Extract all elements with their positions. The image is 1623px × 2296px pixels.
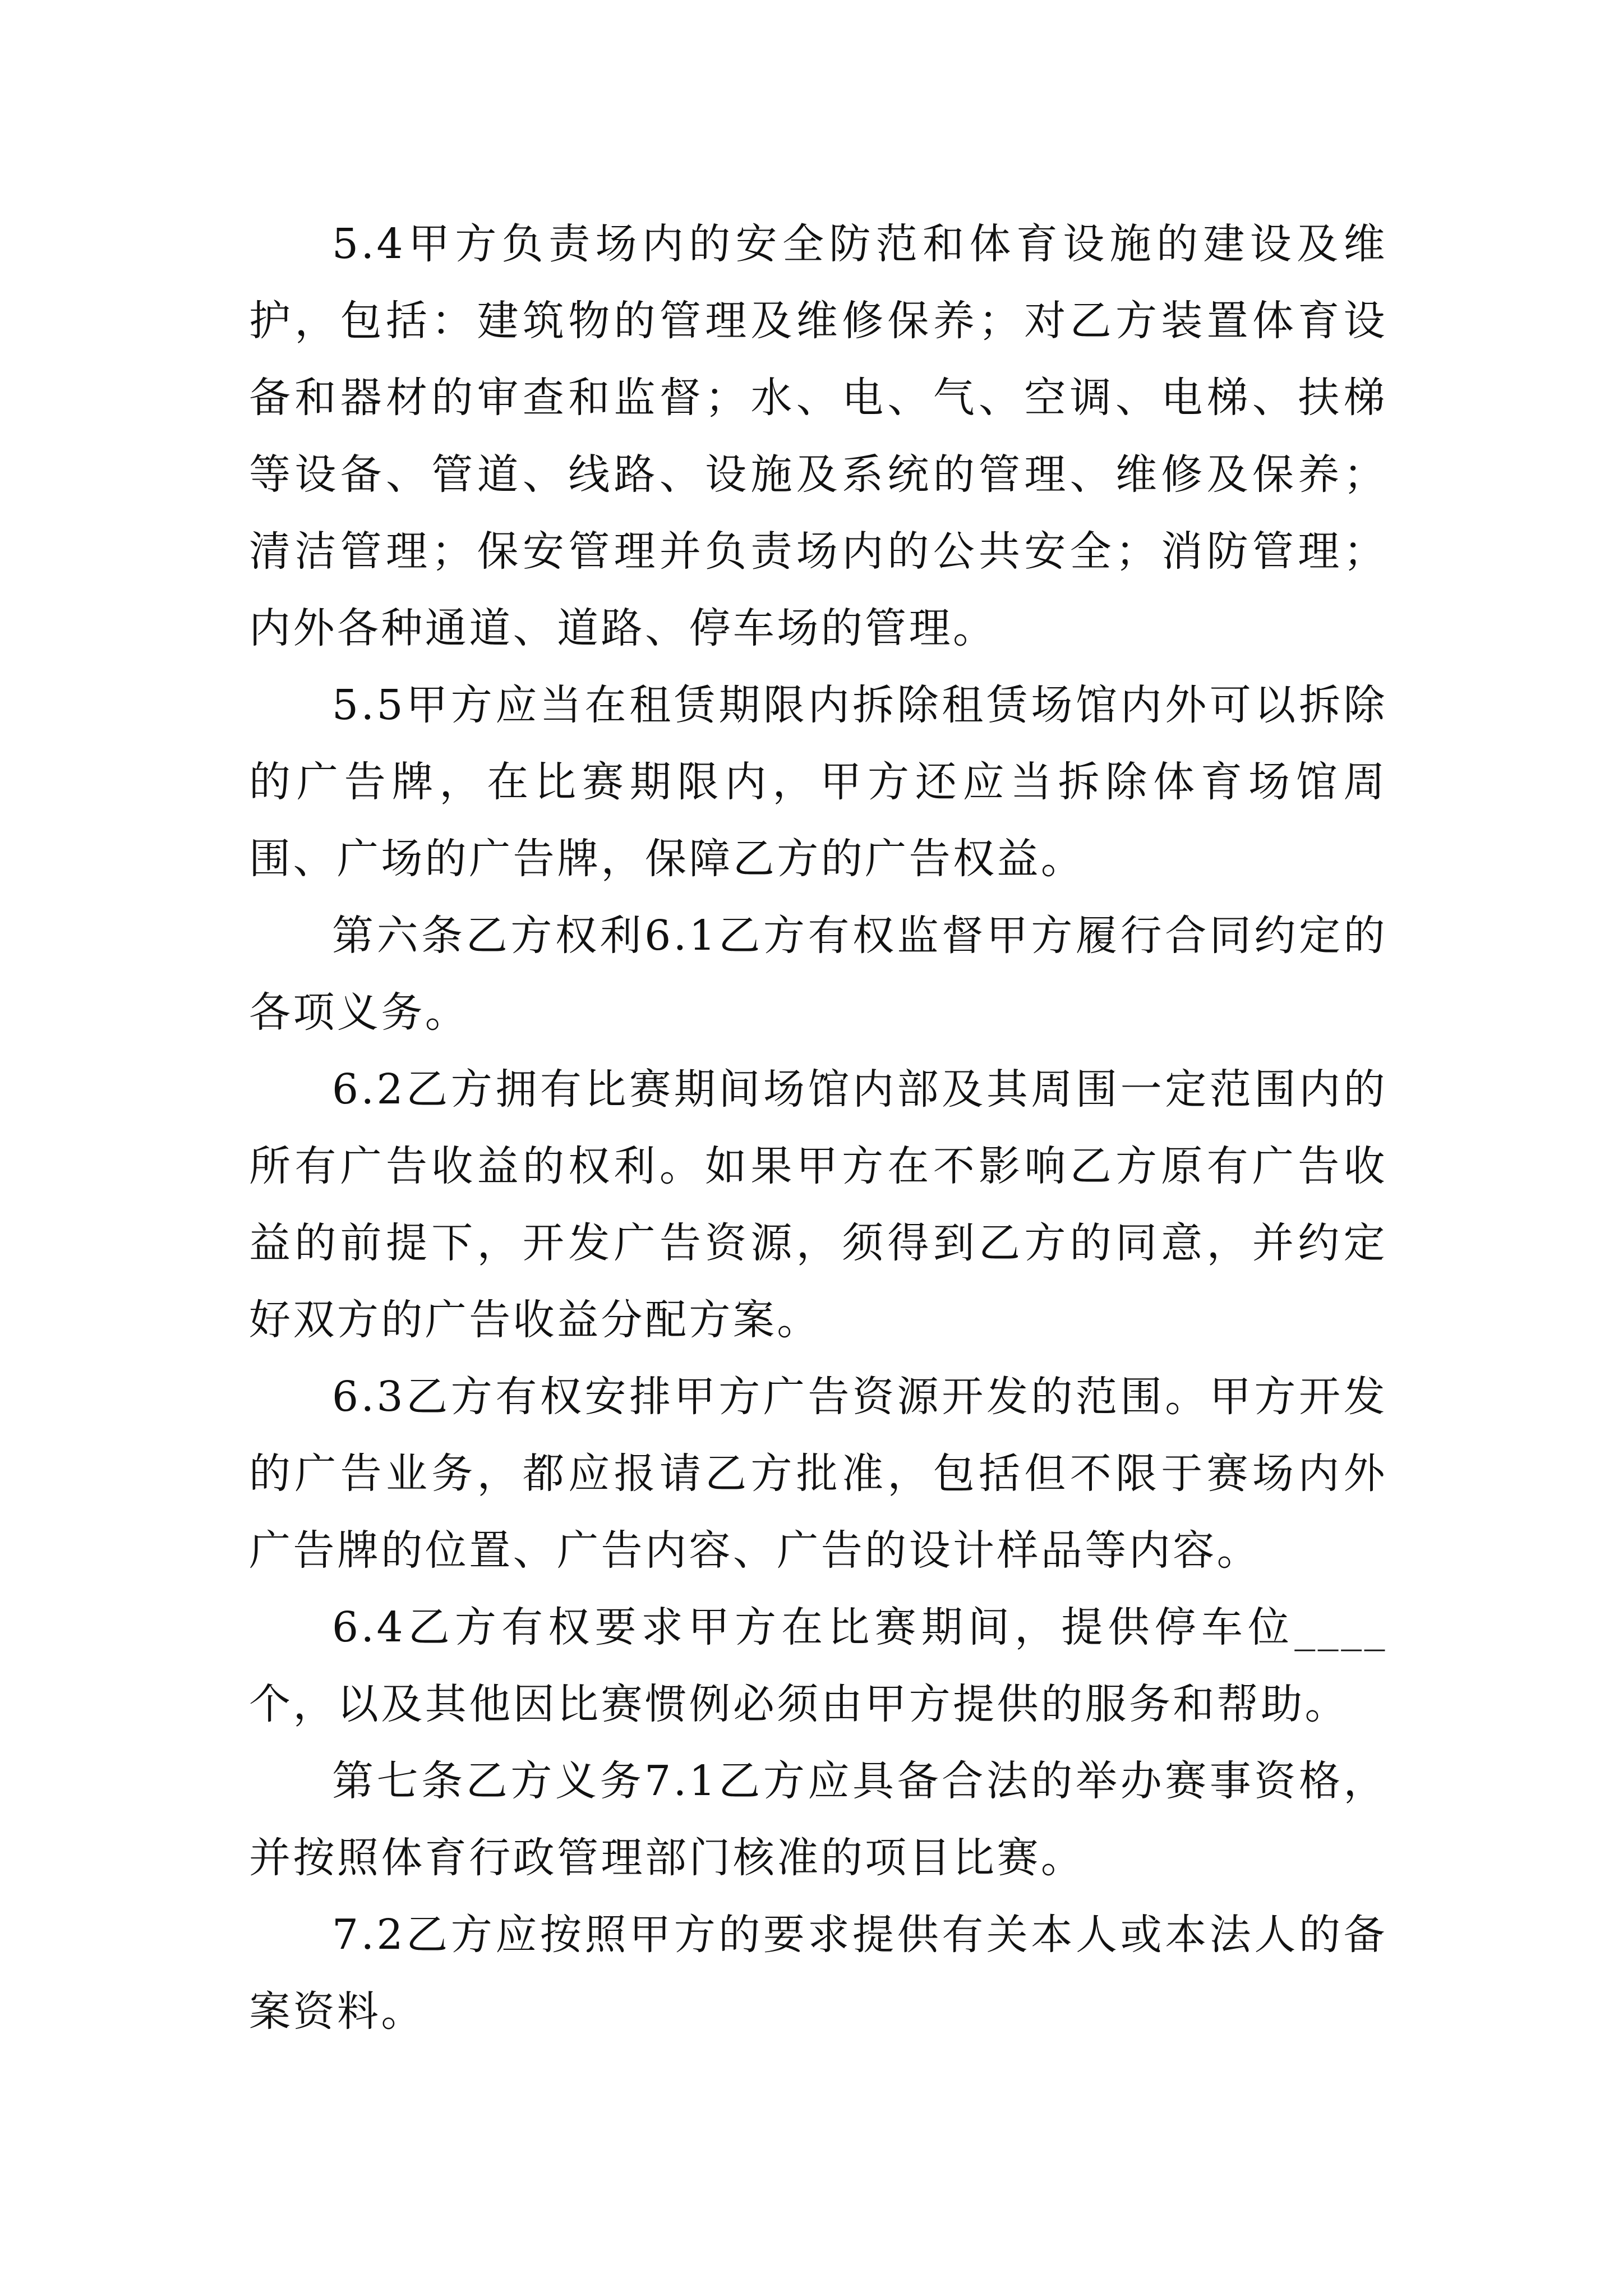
document-body (249, 206, 1387, 2050)
paragraph-7-2: 7.2乙方应按照甲方的要求提供有关本人或本法人的备案资料。 (249, 1911, 1387, 2036)
paragraph-5-5: 5.5甲方应当在租赁期限内拆除租赁场馆内外可以拆除的广告牌，在比赛期限内，甲方还应当拆除体育场馆周围、广场的广告牌，保障乙方的广告权益。 (249, 681, 1387, 883)
paragraph-6-2: 6.2乙方拥有比赛期间场馆内部及其周围一定范围内的所有广告收益的权利。如果甲方在不影响乙方原有广告收益的前提下，开发广告资源，须得到乙方的同意，并约定好双方的广告收益分配方案。 (249, 1065, 1387, 1344)
paragraph-5-4: 5.4甲方负责场内的安全防范和体育设施的建设及维护，包括：建筑物的管理及维修保养；对乙方装置体育设备和器材的审查和监督；水、电、气、空调、电梯、扶梯等设备、管道、线路、设施及系统的管理、维修及保养；清洁管理；保安管理并负责场内的公共安全；消防管理；内外各种通道、道路、停车场的管理。 (249, 220, 1387, 652)
paragraph-6-3: 6.3乙方有权安排甲方广告资源开发的范围。甲方开发的广告业务，都应报请乙方批准，包括但不限于赛场内外广告牌的位置、广告内容、广告的设计样品等内容。 (249, 1373, 1387, 1575)
paragraph-6-4: 6.4乙方有权要求甲方在比赛期间，提供停车位____个，以及其他因比赛惯例必须由甲方提供的服务和帮助。 (249, 1603, 1387, 1728)
paragraph-article-7-7-1: 第七条乙方义务7.1乙方应具备合法的举办赛事资格，并按照体育行政管理部门核准的项目比赛。 (249, 1757, 1387, 1882)
paragraph-article-6-6-1: 第六条乙方权利6.1乙方有权监督甲方履行合同约定的各项义务。 (249, 912, 1387, 1037)
